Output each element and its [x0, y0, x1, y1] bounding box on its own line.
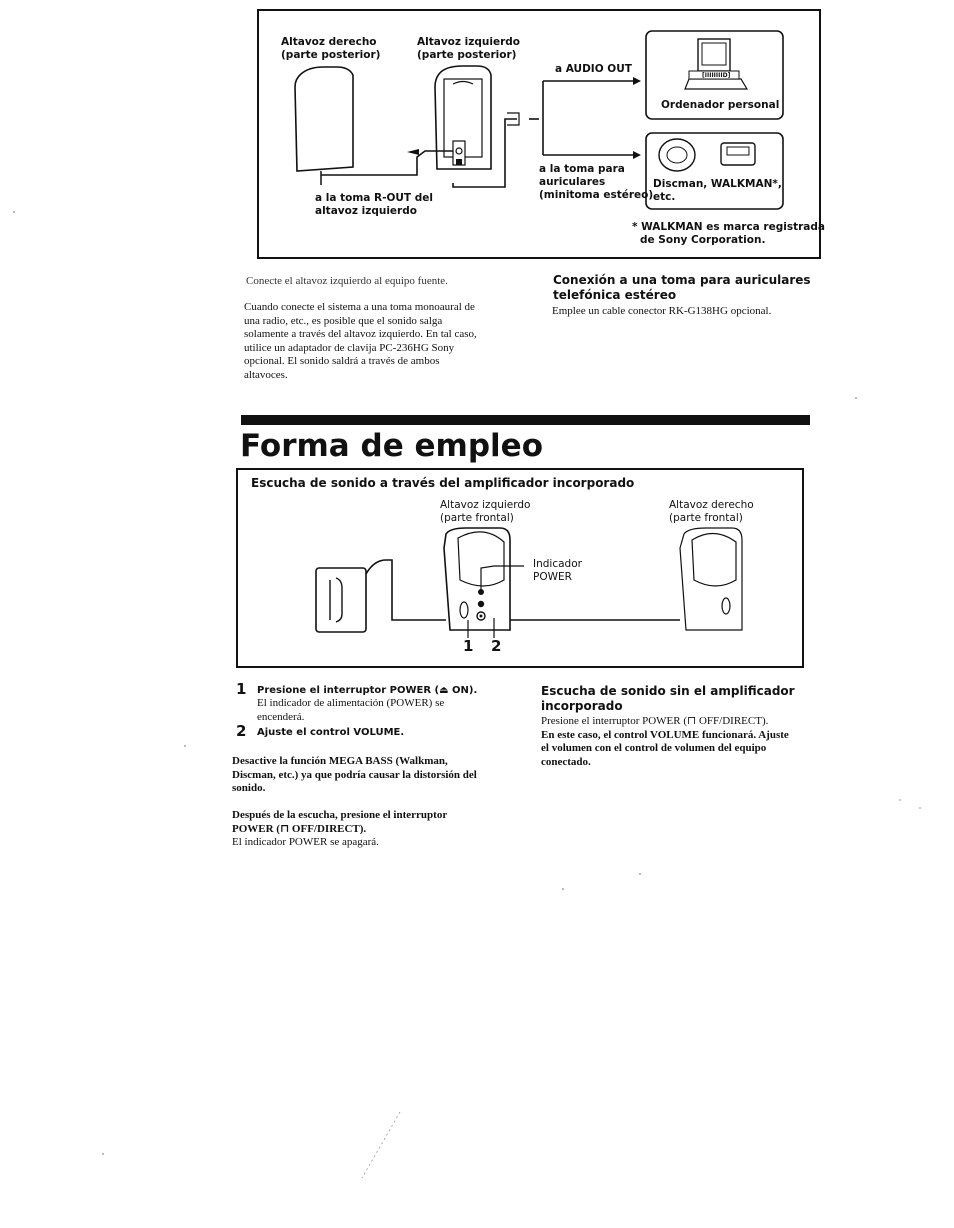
step-number: 1 — [236, 680, 247, 698]
page-title: Forma de empleo — [240, 428, 543, 464]
text-line: una radio, etc., es posible que el sonido salga — [244, 314, 443, 327]
heading-line: incorporado — [541, 699, 623, 713]
text-line: altavoces. — [244, 368, 288, 381]
pc-label: Ordenador personal — [661, 99, 780, 111]
label-line: altavoz izquierdo — [315, 205, 417, 217]
label-line: a la toma para — [539, 163, 625, 175]
text-line: encenderá. — [257, 710, 305, 723]
step-title: Presione el interruptor POWER (⏏ ON). — [257, 685, 478, 696]
text-line: Desactive la función MEGA BASS (Walkman, — [232, 755, 448, 767]
text-line: POWER (⊓ OFF/DIRECT). — [232, 822, 367, 835]
text-line: Cuando conecte el sistema a una toma monoaural de — [244, 301, 475, 313]
text-line: Después de la escucha, presione el interruptor — [232, 809, 448, 821]
label-line: (parte frontal) — [440, 512, 514, 524]
label-line: POWER — [533, 571, 572, 583]
label-line: auriculares — [539, 176, 606, 188]
label-line: Indicador — [533, 558, 582, 570]
text-line: El indicador de alimentación (POWER) se — [257, 697, 445, 709]
step-title: Ajuste el control VOLUME. — [257, 727, 405, 738]
pc-screen-text: [IIIIIIIID] — [702, 72, 731, 79]
text-line: el volumen con el control de volumen del equipo — [541, 742, 767, 754]
label-line: * WALKMAN es marca registrada — [632, 221, 825, 233]
label-line: (parte frontal) — [669, 512, 743, 524]
label-line: Altavoz derecho — [669, 499, 754, 511]
label-line: (parte posterior) — [281, 49, 381, 61]
text-line: utilice un adaptador de clavija PC-236HG Sony — [244, 341, 455, 354]
connect-instruction: Conecte el altavoz izquierdo al equipo fuente. — [246, 275, 448, 287]
label-line: de Sony Corporation. — [640, 234, 766, 246]
text-line: sonido. — [232, 782, 266, 794]
text-line: Discman, etc.) ya que podría causar la distorsión del — [232, 768, 477, 781]
heading-line: Escucha de sonido sin el amplificador — [541, 684, 795, 698]
label-line: Altavoz izquierdo — [417, 36, 520, 48]
text-line: solamente a través del altavoz izquierdo. En tal caso, — [244, 328, 477, 340]
heading-line: telefónica estéreo — [553, 288, 677, 302]
label-line: Discman, WALKMAN*, — [653, 178, 782, 190]
audio-out-label: a AUDIO OUT — [555, 63, 632, 75]
usage-diagram-heading: Escucha de sonido a través del amplificador incorporado — [251, 476, 635, 490]
label-line: (minitoma estéreo) — [539, 189, 654, 201]
label-line: a la toma R-OUT del — [315, 192, 433, 204]
label-line: Altavoz derecho — [281, 36, 377, 48]
callout-number-2: 2 — [491, 637, 502, 655]
stereo-jack-body: Emplee un cable conector RK-G138HG opcional. — [552, 305, 772, 317]
callout-number-1: 1 — [463, 637, 474, 655]
heading-line: Conexión a una toma para auriculares — [553, 273, 811, 287]
text-line: conectado. — [541, 755, 591, 768]
step-number: 2 — [236, 722, 247, 740]
text-line: Presione el interruptor POWER (⊓ OFF/DIRECT). — [541, 715, 769, 727]
text-line: opcional. El sonido saldrá a través de ambos — [244, 355, 440, 367]
label-line: etc. — [653, 191, 676, 203]
label-line: Altavoz izquierdo — [440, 499, 531, 511]
label-line: (parte posterior) — [417, 49, 517, 61]
text-line: En este caso, el control VOLUME funcionará. Ajuste — [541, 728, 789, 741]
text-line: El indicador POWER se apagará. — [232, 836, 379, 848]
